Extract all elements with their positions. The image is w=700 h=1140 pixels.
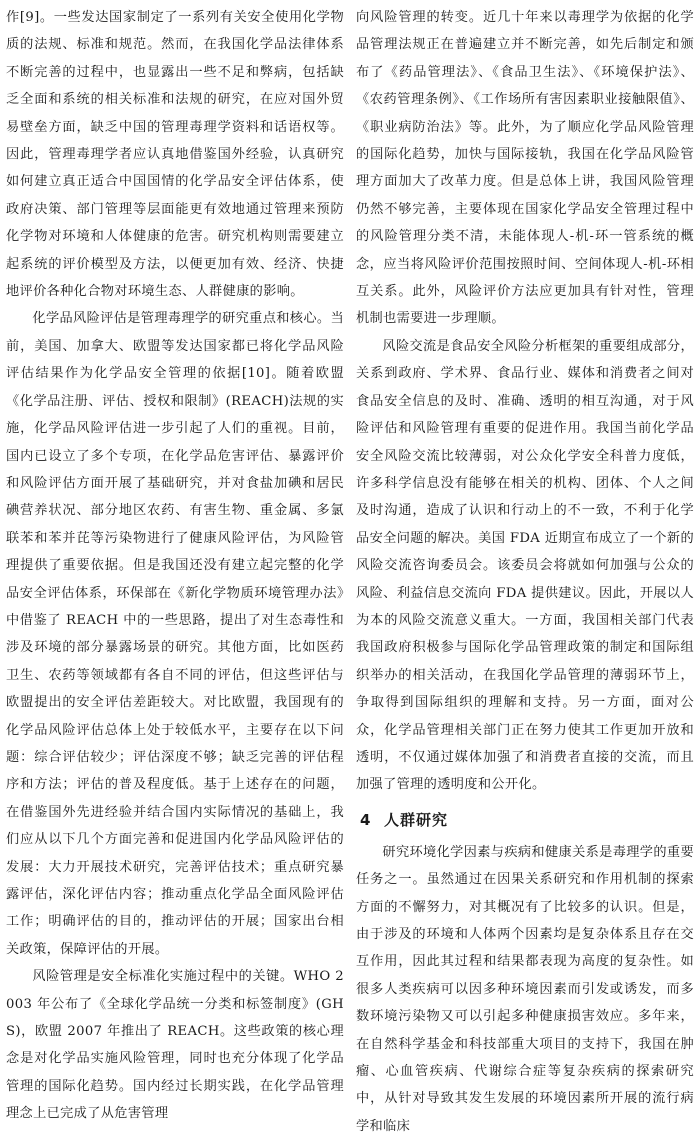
paragraph: 研究环境化学因素与疾病和健康关系是毒理学的重要任务之一。虽然通过在因果关系研究和作用机制的探索方面的不懈努力，对其概况有了比较多的认识。但是，由于涉及的环境和人体两个因素均是复杂体系且存在交互作用，因此其过程和结果都表现为高度的复杂性。如很多人类疾病可以因多种环境因素而引发或诱发，而多数环境污染物又可以引起多种健康损害效应。多年来，在自然科学基金和科技部重大项目的支持下，我国在肿瘤、心血管疾病、代谢综合症等复杂疾病的探索研究中，从针对导致其发生发展的环境因素所开展的流行病学和临床 <box>356 844 694 1134</box>
section-number: 4 <box>360 810 372 829</box>
paragraph: 化学品风险评估是管理毒理学的研究重点和核心。当前，美国、加拿大、欧盟等发达国家都已将化学品风险评估结果作为化学品安全管理的依据[10]。随着欧盟《化学品注册、评估、授权和限制》(REACH)法规的实施，化学品风险评估进一步引起了人们的重视。目前，国内已设立了多个专项，在化学品危害评估、暴露评价和风险评估方面开展了基础研究，并对食盐加碘和居民碘营养状况、部分地区农药、有害生物、重金属、多氯联苯和苯并芘等污染物进行了健康风险评估，为风险管理提供了重要依据。但是我国还没有建立起完整的化学品安全评估体系，环保部在《新化学物质环境管理办法》中借鉴了 REACH 中的一些思路，提出了对生态毒性和涉及环境的部分暴露场景的研究。其他方面，比如医药卫生、农药等领域都有各自不同的评估，但这些评估与欧盟提出的安全评估差距较大。对比欧盟，我国现有的化学品风险评估总体上处于较低水平，主要存在以下问题：综合评估较少；评估深度不够；缺乏完善的评估程序和方法；评估的普及程度低。基于上述存在的问题，在借鉴国外先进经验并结合国内实际情况的基础上，我们应从以下几个方面完善和促进国内化学品风险评估的发展：大力开展技术研究，完善评估技术；重点研究暴露评估，深化评估内容；推动重点化学品全面风险评估工作；明确评估的目的，推动评估的开展；国家出台相关政策，保障评估的开展。 <box>6 311 344 957</box>
section-title: 人群研究 <box>384 810 449 829</box>
paragraph: 作[9]。一些发达国家制定了一系列有关安全使用化学物质的法规、标准和规范。然而，在我国化学品法律体系不断完善的过程中，也显露出一些不足和弊病，包括缺乏全面和系统的相关标准和法规的研究，在应对国外贸易壁垒方面，缺乏中国的管理毒理学资料和话语权等。因此，管理毒理学者应认真地借鉴国外经验，认真研究如何建立真正适合中国国情的化学品安全评估体系，使政府决策、部门管理等层面能更有效地通过管理来预防化学物对环境和人体健康的危害。研究机构则需要建立起系统的评价模型及方法，以便更加有效、经济、快捷地评价各种化合物对环境生态、人群健康的影响。 <box>6 10 344 300</box>
left-column <box>6 4 344 1122</box>
paragraph: 风险交流是食品安全风险分析框架的重要组成部分，关系到政府、学术界、食品行业、媒体和消费者之间对食品安全信息的及时、准确、透明的相互沟通，对于风险评估和风险管理有重要的促进作用。我国当前化学品安全风险交流比较薄弱，对公众化学安全科普力度低，许多科学信息没有能够在相关的机构、团体、个人之间及时沟通，造成了认识和行动上的不一致，不利于化学品安全问题的解决。美国 FDA 近期宣布成立了一个新的风险交流咨询委员会。该委员会将就如何加强与公众的风险、利益信息交流向 FDA 提供建议。因此，开展以人为本的风险交流意义重大。一方面，我国相关部门代表我国政府积极参与国际化学品管理政策的制定和国际组织举办的相关活动，在我国化学品管理的薄弱环节上，争取得到国际组织的理解和支持。另一方面，面对公众，化学品管理相关部门正在努力使其工作更加开放和透明，不仅通过媒体加强了和消费者直接的交流，而且加强了管理的透明度和公开化。 <box>356 338 694 793</box>
paragraph: 向风险管理的转变。近几十年来以毒理学为依据的化学品管理法规正在普遍建立并不断完善，如先后制定和颁布了《药品管理法》、《食品卫生法》、《环境保护法》、《农药管理条例》、《工作场所有害因素职业接触限值》、《职业病防治法》等。此外，为了顺应化学品风险管理的国际化趋势，加快与国际接轨，我国在化学品风险管理方面加大了改革力度。但是总体上讲，我国风险管理仍然不够完善，主要体现在国家化学品安全管理过程中的风险管理分类不清，未能体现人-机-环一管系统的概念，应当将风险评价范围按照时间、空间体现人-机-环相互关系。此外，风险评价方法应更加具有针对性，管理机制也需要进一步理顺。 <box>356 10 694 327</box>
right-column <box>356 4 694 1134</box>
section-heading <box>356 805 694 835</box>
paragraph: 风险管理是安全标准化实施过程中的关键。WHO 2003 年公布了《全球化学品统一分类和标签制度》(GHS)，欧盟 2007 年推出了 REACH。这些政策的核心理念是对化学品实施风险管理，同时也充分体现了化学品管理的国际化趋势。国内经过长期实践，在化学品管理理念上已完成了从危害管理 <box>6 969 344 1122</box>
